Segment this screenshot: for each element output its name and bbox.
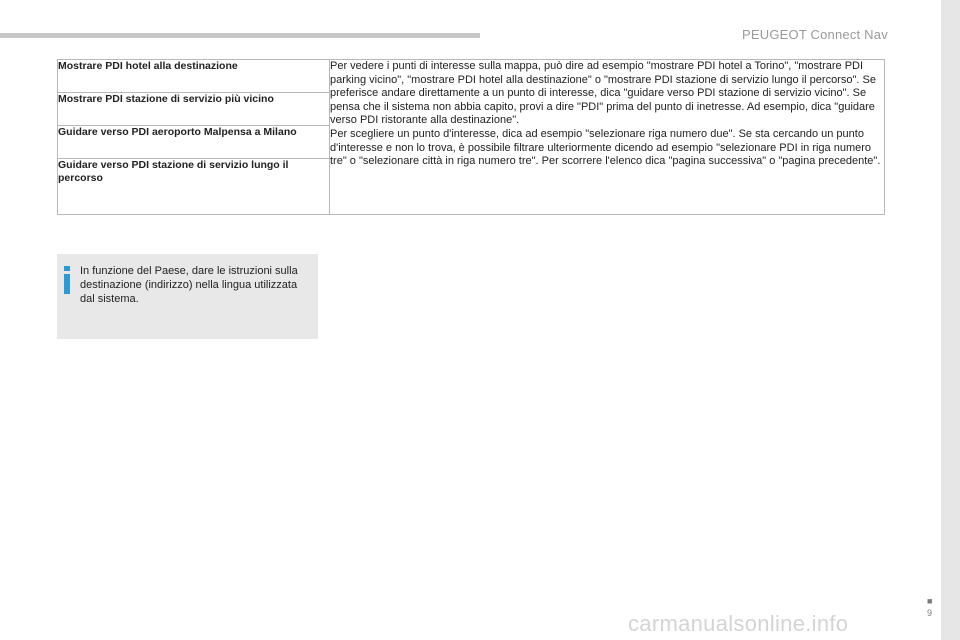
info-note <box>57 254 318 339</box>
page-marker: ■ <box>927 596 933 606</box>
header-rule <box>0 33 480 38</box>
command-cell: Guidare verso PDI aeroporto Malpensa a Milano <box>58 126 330 159</box>
description-paragraph: Per vedere i punti di interesse sulla mappa, può dire ad esempio "mostrare PDI hotel a Torino", "mostrare PDI parking vicino", "mostrare PDI hotel alla destinazione" o "mostrare PDI stazione di servizio lungo il percorso". Se preferisce andare direttamente a un punto di interesse, dica "guidare verso PDI stazione di servizio vicino". Se pensa che il sistema non abbia capito, provi a dire "PDI" prima del punto di inetresse. Ad esempio, dica "guidare verso PDI ristorante alla destinazione". <box>330 60 876 127</box>
command-cell: Guidare verso PDI stazione di servizio lungo il percorso <box>58 159 330 215</box>
page-number-value: 9 <box>927 608 933 618</box>
command-cell: Mostrare PDI hotel alla destinazione <box>58 60 330 93</box>
command-cell: Mostrare PDI stazione di servizio più vicino <box>58 93 330 126</box>
watermark: carmanualsonline.info <box>628 611 849 636</box>
info-text: In funzione del Paese, dare le istruzioni sulla destinazione (indirizzo) nella lingua utilizzata dal sistema. <box>80 265 298 305</box>
info-icon <box>63 266 71 294</box>
header-title: PEUGEOT Connect Nav <box>742 27 888 42</box>
table-row <box>58 60 885 93</box>
voice-commands-table <box>57 59 885 215</box>
page-number <box>927 595 932 619</box>
description-cell <box>330 60 885 215</box>
page-edge-strip <box>941 0 960 640</box>
description-paragraph: Per scegliere un punto d'interesse, dica ad esempio "selezionare riga numero due". Se sta cercando un punto d'interesse e non lo trova, è possibile filtrare ulteriormente dicendo ad esempio "selezionare PDI in riga numero tre" o "selezionare città in riga numero tre". Per scorrere l'elenco dica "pagina successiva" o "pagina precedente". <box>330 127 881 168</box>
